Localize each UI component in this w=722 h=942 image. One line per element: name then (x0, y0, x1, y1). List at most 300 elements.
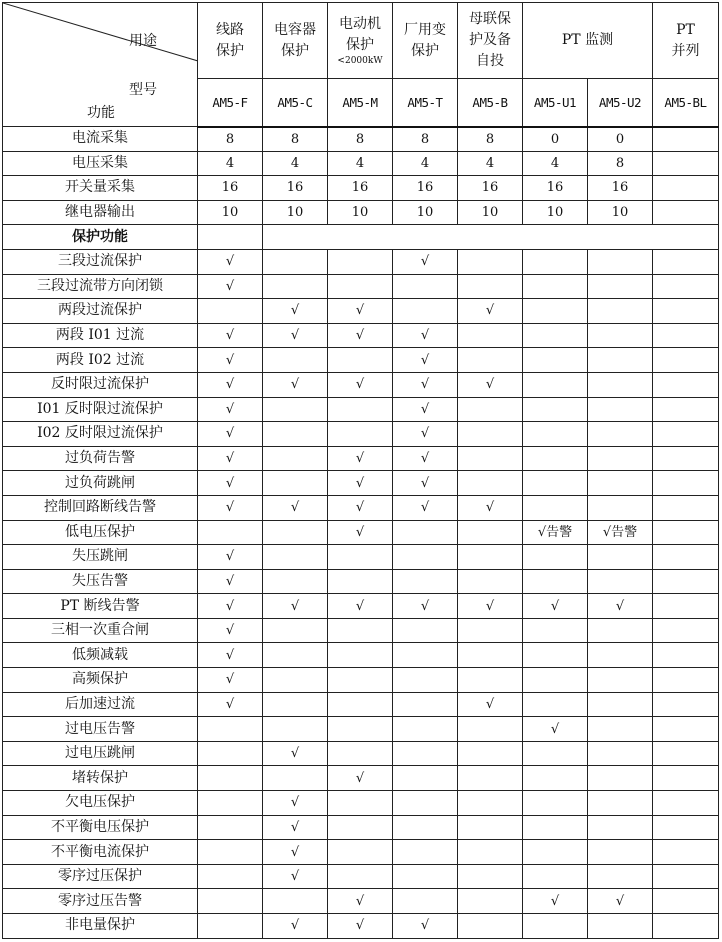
value-cell (458, 520, 523, 545)
value-cell (653, 299, 719, 324)
value-cell (393, 864, 458, 889)
table-row (3, 569, 719, 594)
value-cell (653, 151, 719, 176)
value-cell (458, 815, 523, 840)
function-name-cell: 过电压跳闸 (3, 741, 198, 766)
value-cell (198, 914, 263, 939)
corner-usage-label: 用途 (129, 33, 157, 49)
value-cell: √ (198, 545, 263, 570)
usage-header-line-protection: 线路 保护 (198, 3, 263, 79)
motor-power-note: <2000kW (337, 56, 383, 66)
value-cell: √ (523, 594, 588, 619)
table-row (3, 471, 719, 496)
value-cell: 16 (328, 176, 393, 201)
value-cell: √ (198, 668, 263, 693)
value-cell: √ (328, 299, 393, 324)
value-cell (263, 668, 328, 693)
value-cell (588, 668, 653, 693)
table-row (3, 717, 719, 742)
corner-function-label: 功能 (87, 105, 115, 121)
value-cell (588, 323, 653, 348)
value-cell: √ (328, 520, 393, 545)
value-cell (653, 372, 719, 397)
value-cell: √ (198, 397, 263, 422)
value-cell (263, 249, 328, 274)
value-cell (653, 200, 719, 225)
value-cell: √ (328, 446, 393, 471)
value-cell (588, 545, 653, 570)
value-cell: √ (263, 914, 328, 939)
function-name-cell: 过电压告警 (3, 717, 198, 742)
value-cell (393, 299, 458, 324)
value-cell: √ (458, 495, 523, 520)
protection-function-table (2, 2, 719, 939)
value-cell (653, 692, 719, 717)
value-cell (328, 717, 393, 742)
function-name-cell: 低电压保护 (3, 520, 198, 545)
value-cell: √ (198, 348, 263, 373)
function-name-cell: 不平衡电流保护 (3, 840, 198, 865)
table-row (3, 840, 719, 865)
value-cell (263, 422, 328, 447)
value-cell: 16 (263, 176, 328, 201)
table-row (3, 127, 719, 152)
value-cell (263, 618, 328, 643)
value-cell (393, 520, 458, 545)
table-row (3, 545, 719, 570)
usage-header-capacitor-protection: 电容器 保护 (263, 3, 328, 79)
table-row (3, 249, 719, 274)
value-cell (588, 766, 653, 791)
table-row (3, 200, 719, 225)
group-label-cell: 保护功能 (3, 225, 198, 250)
value-cell (393, 889, 458, 914)
value-cell: √ (393, 495, 458, 520)
value-cell (263, 692, 328, 717)
value-cell (393, 815, 458, 840)
value-cell: 4 (198, 151, 263, 176)
table-row (3, 151, 719, 176)
value-cell (393, 643, 458, 668)
value-cell (653, 594, 719, 619)
value-cell (523, 348, 588, 373)
value-cell (198, 717, 263, 742)
value-cell (523, 397, 588, 422)
value-cell (393, 274, 458, 299)
value-cell (393, 717, 458, 742)
table-row (3, 766, 719, 791)
value-cell (393, 692, 458, 717)
value-cell (198, 889, 263, 914)
value-cell (523, 495, 588, 520)
value-cell (263, 889, 328, 914)
value-cell (653, 249, 719, 274)
value-cell (523, 618, 588, 643)
table-row (3, 741, 719, 766)
value-cell (588, 299, 653, 324)
value-cell (458, 741, 523, 766)
value-cell (588, 741, 653, 766)
value-cell: √ (393, 397, 458, 422)
function-name-cell: 控制回路断线告警 (3, 495, 198, 520)
value-cell (523, 545, 588, 570)
value-cell (393, 840, 458, 865)
value-cell (458, 618, 523, 643)
value-cell: √ (198, 471, 263, 496)
value-cell (458, 643, 523, 668)
value-cell (523, 692, 588, 717)
table-row (3, 594, 719, 619)
value-cell: √ (328, 766, 393, 791)
value-cell: 8 (328, 127, 393, 152)
value-cell: √ (263, 741, 328, 766)
value-cell: √ (328, 594, 393, 619)
value-cell: √ (198, 594, 263, 619)
value-cell: √ (328, 889, 393, 914)
value-cell (653, 914, 719, 939)
value-cell (198, 840, 263, 865)
function-name-cell: 堵转保护 (3, 766, 198, 791)
value-cell (198, 766, 263, 791)
value-cell: 8 (263, 127, 328, 152)
value-cell (588, 618, 653, 643)
table-row (3, 618, 719, 643)
value-cell (653, 127, 719, 152)
value-cell (328, 249, 393, 274)
function-name-cell: PT 断线告警 (3, 594, 198, 619)
table-row (3, 692, 719, 717)
function-name-cell: 电压采集 (3, 151, 198, 176)
value-cell (523, 372, 588, 397)
value-cell (588, 495, 653, 520)
value-cell: √ (393, 594, 458, 619)
function-name-cell: I01 反时限过流保护 (3, 397, 198, 422)
value-cell (263, 545, 328, 570)
value-cell (523, 766, 588, 791)
function-name-cell: 过负荷告警 (3, 446, 198, 471)
value-cell (198, 520, 263, 545)
function-name-cell: 高频保护 (3, 668, 198, 693)
value-cell: √ (263, 840, 328, 865)
value-cell (328, 668, 393, 693)
value-cell (653, 446, 719, 471)
value-cell: 10 (458, 200, 523, 225)
function-name-cell: 三段过流带方向闭锁 (3, 274, 198, 299)
value-cell (458, 791, 523, 816)
value-cell (653, 815, 719, 840)
value-cell: √告警 (523, 520, 588, 545)
value-cell: 8 (588, 151, 653, 176)
value-cell (458, 668, 523, 693)
value-cell (653, 520, 719, 545)
value-cell: √ (198, 569, 263, 594)
value-cell: √ (263, 594, 328, 619)
value-cell (588, 274, 653, 299)
value-cell (393, 741, 458, 766)
corner-model-label: 型号 (129, 82, 157, 98)
model-header-am5-b: AM5-B (458, 79, 523, 127)
value-cell (263, 569, 328, 594)
value-cell: 10 (198, 200, 263, 225)
value-cell: 8 (393, 127, 458, 152)
value-cell (328, 840, 393, 865)
value-cell: √ (198, 495, 263, 520)
value-cell (588, 914, 653, 939)
value-cell (393, 545, 458, 570)
value-cell: √ (198, 323, 263, 348)
table-row (3, 914, 719, 939)
value-cell (458, 766, 523, 791)
value-cell: 16 (393, 176, 458, 201)
value-cell: √ (523, 889, 588, 914)
function-name-cell: 电流采集 (3, 127, 198, 152)
value-cell (328, 618, 393, 643)
value-cell: √ (263, 791, 328, 816)
value-cell: √ (263, 323, 328, 348)
value-cell (393, 766, 458, 791)
value-cell (653, 864, 719, 889)
function-name-cell: 零序过压告警 (3, 889, 198, 914)
value-cell (393, 791, 458, 816)
model-header-am5-t: AM5-T (393, 79, 458, 127)
value-cell (458, 249, 523, 274)
value-cell: √ (328, 914, 393, 939)
value-cell: √ (393, 348, 458, 373)
value-cell (328, 422, 393, 447)
model-header-am5-f: AM5-F (198, 79, 263, 127)
value-cell (588, 791, 653, 816)
function-name-cell: I02 反时限过流保护 (3, 422, 198, 447)
table-row (3, 323, 719, 348)
value-cell: √ (263, 495, 328, 520)
value-cell (198, 299, 263, 324)
value-cell: √ (198, 249, 263, 274)
value-cell: √ (198, 692, 263, 717)
value-cell: 16 (198, 176, 263, 201)
value-cell (263, 397, 328, 422)
value-cell (263, 348, 328, 373)
value-cell (653, 348, 719, 373)
table-row (3, 889, 719, 914)
value-cell: 10 (588, 200, 653, 225)
value-cell (328, 397, 393, 422)
function-name-cell: 失压跳闸 (3, 545, 198, 570)
function-name-cell: 不平衡电压保护 (3, 815, 198, 840)
value-cell (458, 397, 523, 422)
value-cell (523, 299, 588, 324)
value-cell (458, 422, 523, 447)
value-cell (653, 741, 719, 766)
value-cell (653, 618, 719, 643)
value-cell: 0 (588, 127, 653, 152)
value-cell (523, 471, 588, 496)
value-cell (523, 446, 588, 471)
value-cell (328, 545, 393, 570)
value-cell: √ (328, 471, 393, 496)
value-cell (523, 741, 588, 766)
value-cell: √ (393, 422, 458, 447)
value-cell: 10 (393, 200, 458, 225)
function-name-cell: 三相一次重合闸 (3, 618, 198, 643)
usage-header-station-transformer: 厂用变 保护 (393, 3, 458, 79)
value-cell: 16 (588, 176, 653, 201)
value-cell (328, 348, 393, 373)
value-cell (458, 864, 523, 889)
value-cell (523, 249, 588, 274)
model-header-am5-m: AM5-M (328, 79, 393, 127)
table-row (3, 397, 719, 422)
value-cell (653, 668, 719, 693)
value-cell: √ (393, 323, 458, 348)
empty-cell (198, 225, 263, 250)
function-name-cell: 两段过流保护 (3, 299, 198, 324)
value-cell (458, 274, 523, 299)
value-cell (653, 766, 719, 791)
value-cell (523, 643, 588, 668)
value-cell (588, 643, 653, 668)
value-cell: √ (393, 914, 458, 939)
value-cell: 0 (523, 127, 588, 152)
value-cell (328, 692, 393, 717)
value-cell (653, 791, 719, 816)
value-cell (263, 766, 328, 791)
function-name-cell: 三段过流保护 (3, 249, 198, 274)
value-cell: √ (198, 422, 263, 447)
value-cell (523, 864, 588, 889)
value-cell (458, 446, 523, 471)
function-name-cell: 欠电压保护 (3, 791, 198, 816)
value-cell (653, 840, 719, 865)
value-cell (653, 889, 719, 914)
table-row (3, 176, 719, 201)
value-cell (523, 914, 588, 939)
function-name-cell: 两段 I02 过流 (3, 348, 198, 373)
value-cell (653, 471, 719, 496)
value-cell (328, 741, 393, 766)
value-cell (328, 569, 393, 594)
function-name-cell: 开关量采集 (3, 176, 198, 201)
function-name-cell: 低频减载 (3, 643, 198, 668)
value-cell (328, 274, 393, 299)
table-row (3, 815, 719, 840)
corner-header-cell (3, 3, 198, 127)
value-cell (523, 274, 588, 299)
value-cell (263, 446, 328, 471)
usage-header-pt-monitor: PT 监测 (523, 3, 653, 79)
value-cell: 4 (328, 151, 393, 176)
value-cell (588, 372, 653, 397)
value-cell: √ (458, 692, 523, 717)
value-cell (588, 348, 653, 373)
model-header-am5-u1: AM5-U1 (523, 79, 588, 127)
value-cell (523, 791, 588, 816)
table-row (3, 225, 719, 250)
table-row (3, 791, 719, 816)
value-cell: 4 (393, 151, 458, 176)
value-cell (393, 569, 458, 594)
value-cell: 4 (263, 151, 328, 176)
value-cell: √ (458, 594, 523, 619)
value-cell (328, 815, 393, 840)
value-cell: √ (328, 495, 393, 520)
value-cell (198, 791, 263, 816)
value-cell: √ (393, 471, 458, 496)
value-cell: √告警 (588, 520, 653, 545)
value-cell (653, 323, 719, 348)
table-row (3, 422, 719, 447)
value-cell (458, 471, 523, 496)
value-cell (653, 569, 719, 594)
value-cell (653, 643, 719, 668)
value-cell (523, 840, 588, 865)
table-row (3, 274, 719, 299)
value-cell: √ (393, 446, 458, 471)
usage-header-bus-tie: 母联保 护及备 自投 (458, 3, 523, 79)
value-cell (588, 692, 653, 717)
value-cell: 4 (458, 151, 523, 176)
value-cell: 8 (198, 127, 263, 152)
value-cell (588, 864, 653, 889)
value-cell (653, 495, 719, 520)
table-row (3, 348, 719, 373)
model-header-am5-c: AM5-C (263, 79, 328, 127)
value-cell (198, 741, 263, 766)
value-cell: √ (263, 372, 328, 397)
value-cell: 10 (263, 200, 328, 225)
value-cell (458, 569, 523, 594)
value-cell: 10 (523, 200, 588, 225)
value-cell (458, 545, 523, 570)
value-cell: √ (198, 643, 263, 668)
table-row (3, 495, 719, 520)
value-cell (588, 397, 653, 422)
function-name-cell: 非电量保护 (3, 914, 198, 939)
value-cell (263, 643, 328, 668)
function-name-cell: 失压告警 (3, 569, 198, 594)
table-row (3, 864, 719, 889)
value-cell (523, 569, 588, 594)
value-cell (458, 323, 523, 348)
value-cell (263, 274, 328, 299)
value-cell (653, 717, 719, 742)
value-cell (653, 274, 719, 299)
value-cell (458, 914, 523, 939)
table-row (3, 668, 719, 693)
value-cell (523, 815, 588, 840)
value-cell (328, 864, 393, 889)
function-name-cell: 反时限过流保护 (3, 372, 198, 397)
value-cell: 8 (458, 127, 523, 152)
value-cell (588, 471, 653, 496)
function-name-cell: 两段 I01 过流 (3, 323, 198, 348)
value-cell (588, 422, 653, 447)
function-name-cell: 零序过压保护 (3, 864, 198, 889)
value-cell (263, 717, 328, 742)
value-cell (523, 668, 588, 693)
value-cell: √ (198, 372, 263, 397)
value-cell (198, 815, 263, 840)
value-cell (588, 840, 653, 865)
value-cell: √ (263, 864, 328, 889)
value-cell (523, 323, 588, 348)
value-cell: √ (588, 594, 653, 619)
value-cell (328, 791, 393, 816)
table-row (3, 299, 719, 324)
model-header-am5-u2: AM5-U2 (588, 79, 653, 127)
value-cell: √ (198, 446, 263, 471)
value-cell: √ (328, 323, 393, 348)
value-cell (588, 249, 653, 274)
